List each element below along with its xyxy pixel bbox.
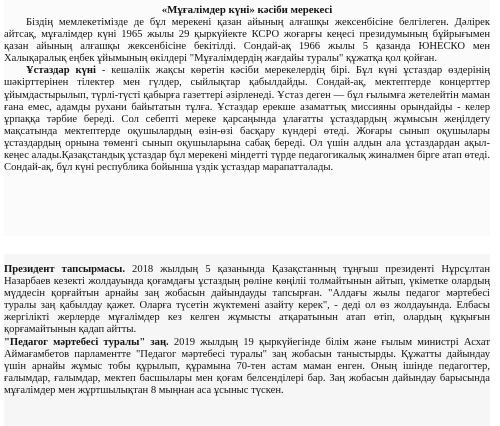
paragraph-law bbox=[4, 337, 490, 397]
paragraph-history: Біздің мемлекетімізде де бұл мерекені қазан айының алғашқы жексенбісіне белгілеген. Дәлірек айтсақ, мұғалімдер күні 1965 жылы 29 қыркүйекте КСРО жоғарғы кеңесі президумының бұйрығымен қазан айының алғашқы жексенбісіне бекітілді. Сондай-ақ 1966 жылы 5 қазанда ЮНЕСКО мен Халықаралық еңбек ұйымының өкілдері "Мұғалімдердің жағдайы туралы" құжатқа қол қойған. bbox=[4, 17, 490, 65]
section-title: «Мұғалімдер күні» кәсіби мерекесі bbox=[161, 4, 333, 16]
paragraph-lead: Президент тапсырмасы. bbox=[4, 264, 125, 275]
paragraph-body: 2018 жылдың 5 қазанында Қазақстанның тұңғыш президенті Нұрсұлтан Назарбаев кезекті жолдауында қоғамдағы ұстаздың рөліне көңіліі толмайтынын айтып, үкіметке олардың мүддесін қорғайтын арнайы заң жобасын дайындауды тапсырған. "Алдағы жылы педагог мәртебесі туралы заң қабылдау қажет. Оларға түсетін жүктемені азайту керек", - деді ол өз жолдауында. Елбасы жергілікті жерлерде мұғалімдер кез келген жұмысты атқаратынын атап өтіп, олардың құқығын қорғамайтынын қадап айтты. bbox=[4, 264, 490, 336]
section-president-task bbox=[4, 254, 490, 426]
paragraph-body: - кешәліік жақсы көретін кәсіби мерекелердің бірі. Бұл күні ұстаздар өздерінің шәкірттерінен тілектер мен гүлдер, сыйлықтар қабылдайды. Сондай-ақ, мектептерде концерттер ұйымдастырылып, түрлі-түсті қабырға газеттері әзірленеді. Ұстаз деген — бұл ғылымға жетелейтін маман ғана емес, адамды рухани байытатын тұлға. Ұстаздар ерекше азаматтық миссияны орындайды - келер ұрпаққа тәрбие береді. Сол себепті мереке қарсаңында ұлағатты ұстаздардың жұмысын жеңілдету мақсатында мектептерде оқушылардың өзін-өзі басқару күндері өтеді. Жоғары сынып оқушылары ұстаздардың орнына төменгі сынып оқушыларына сабақ береді. Ол үшін алдын ала ұстаздардан ақыл-кеңес алады.Қазақстандық ұстаздар бұл мерекені міндетті түрде педагогикалық жиналмен бірге атап өтеді. Сондай-ақ, бұл күні республика бойынша үздік ұстаздар марапатталады. bbox=[4, 65, 490, 174]
paragraph-lead: Ұстаздар күні bbox=[26, 65, 96, 77]
section-teachers-day bbox=[4, 0, 490, 236]
section-divider bbox=[0, 236, 500, 252]
paragraph-teachers-day bbox=[4, 65, 490, 174]
paragraph-lead: "Педагог мәртебесі туралы" заң. bbox=[4, 336, 169, 348]
paragraph-body: 2019 жылдың 19 қыркүйегінде білім және ғылым министрі Асхат Аймағамбетов парламентте "Педагог мәртебесі туралы" заң жобасын таныстырды. Құжатты дайындау үшін арнайы жұмыс тобы құрылып, құрамына 70-тен астам маман енген. Оның ішінде педагогтер, ғалымдар, ғалымдар, мектеп басшылары мен қоғам белсенділері бар. Заң жобасын дайындау барысында мұғалімдер мен жұртшылықтан 8 мыңнан аса ұсыныс түскен. bbox=[4, 336, 490, 396]
paragraph-president bbox=[4, 264, 490, 337]
